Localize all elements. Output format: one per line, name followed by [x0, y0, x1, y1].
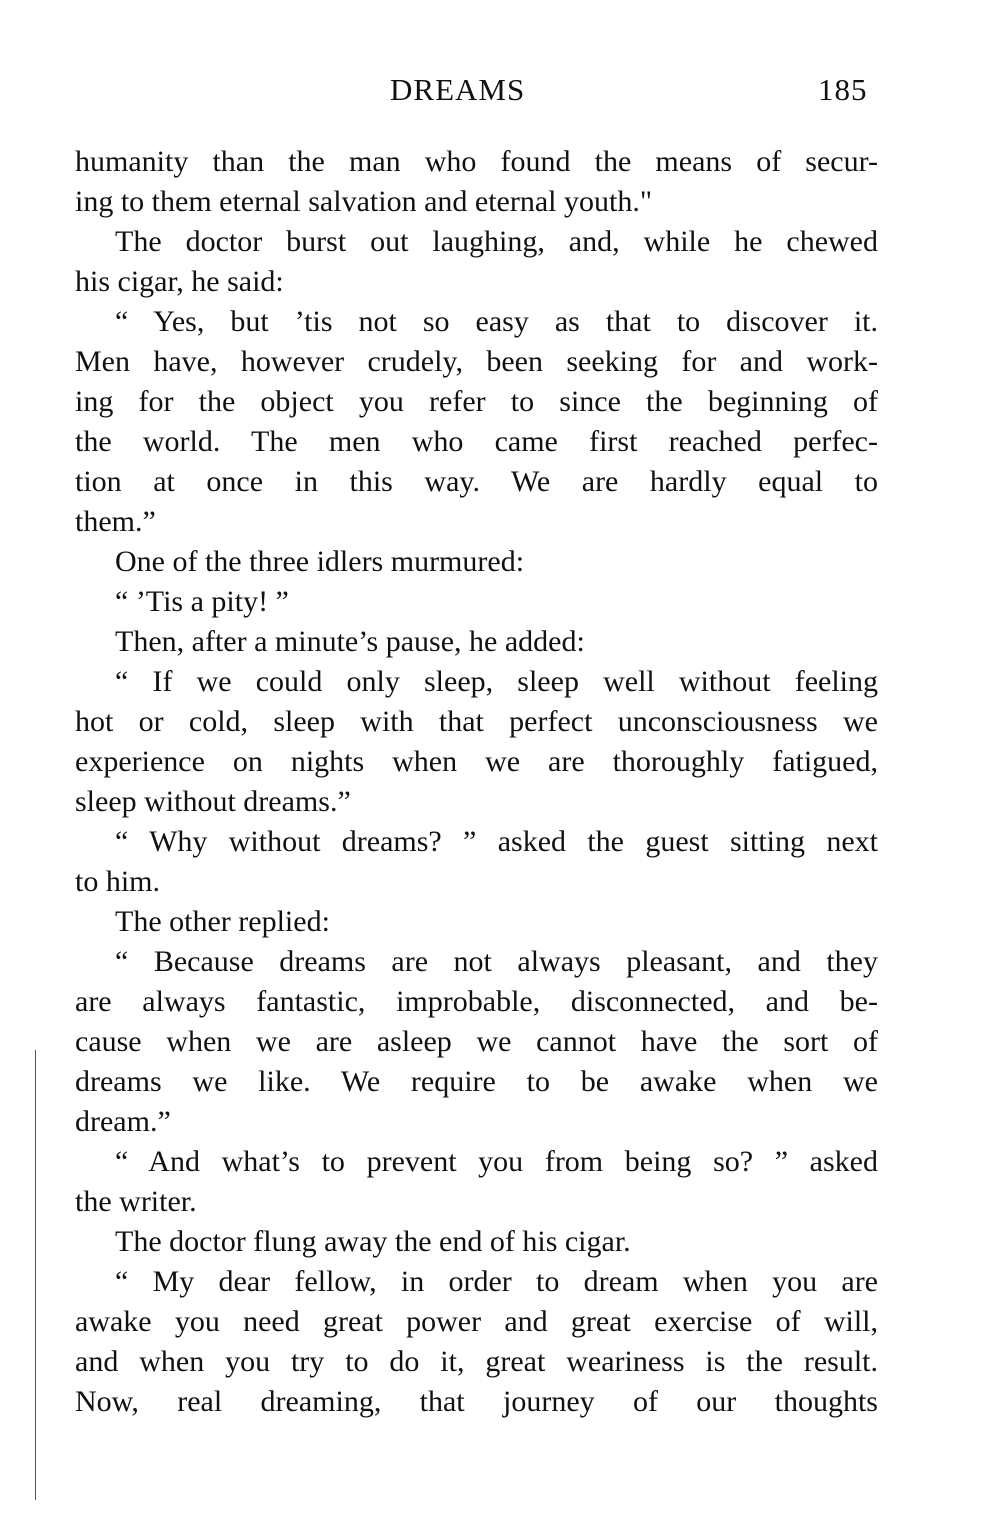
text-line: “ And what’s to prevent you from being so? ” asked	[115, 1145, 878, 1178]
text-line: One of the three idlers murmured:	[115, 545, 525, 578]
text-line: awake you need great power and great exercise of will,	[75, 1305, 878, 1338]
text-line: “ My dear fellow, in order to dream when you are	[115, 1265, 878, 1298]
text-line: Now, real dreaming, that journey of our thoughts	[75, 1385, 878, 1418]
text-line: “ Because dreams are not always pleasant, and they	[115, 945, 878, 978]
text-line: The doctor flung away the end of his cigar.	[115, 1225, 631, 1258]
text-line: Then, after a minute’s pause, he added:	[115, 625, 585, 658]
text-line: ing to them eternal salvation and eternal youth."	[75, 185, 653, 218]
text-line: dream.”	[75, 1105, 171, 1138]
text-line: sleep without dreams.”	[75, 785, 351, 818]
text-line: The other replied:	[115, 905, 330, 938]
running-header-title: DREAMS	[390, 72, 526, 107]
scan-margin-line	[35, 1050, 36, 1500]
text-line: are always fantastic, improbable, disconnected, and be-	[75, 985, 878, 1018]
text-line: “ If we could only sleep, sleep well without feeling	[115, 665, 878, 698]
text-line: experience on nights when we are thoroughly fatigued,	[75, 745, 878, 778]
text-line: “ ’Tis a pity! ”	[115, 585, 289, 618]
text-line: and when you try to do it, great weariness is the result.	[75, 1345, 878, 1378]
text-line: ing for the object you refer to since the beginning of	[75, 385, 878, 418]
text-line: cause when we are asleep we cannot have the sort of	[75, 1025, 878, 1058]
text-line: tion at once in this way. We are hardly equal to	[75, 465, 878, 498]
page-number: 185	[818, 72, 868, 107]
text-line: “ Yes, but ’tis not so easy as that to discover it.	[115, 305, 878, 338]
text-line: to him.	[75, 865, 161, 898]
text-line: dreams we like. We require to be awake when we	[75, 1065, 878, 1098]
text-line: “ Why without dreams? ” asked the guest sitting next	[115, 825, 878, 858]
text-line: his cigar, he said:	[75, 265, 284, 298]
text-line: the writer.	[75, 1185, 197, 1218]
text-line: The doctor burst out laughing, and, while he chewed	[115, 225, 878, 258]
text-line: hot or cold, sleep with that perfect unconsciousness we	[75, 705, 878, 738]
text-line: humanity than the man who found the means of secur-	[75, 145, 878, 178]
text-line: the world. The men who came first reached perfec-	[75, 425, 878, 458]
text-line: them.”	[75, 505, 156, 538]
text-line: Men have, however crudely, been seeking for and work-	[75, 345, 878, 378]
